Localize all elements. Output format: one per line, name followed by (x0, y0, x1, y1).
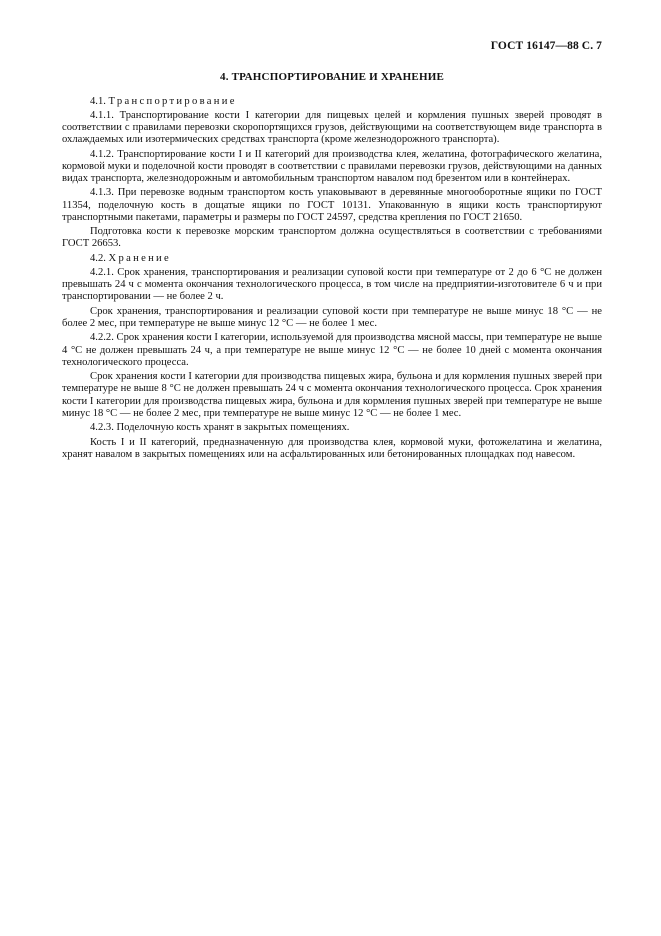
paragraph-4-1-3: 4.1.3. При перевозке водным транспортом кость упаковывают в деревянные многооборотные ящики по ГОСТ 11354, поделочную кость в дощатые ящики по ГОСТ 10131. Упакованную в ящики кость транспортируют транспортными пакетами, параметры и размеры по ГОСТ 24597, средства крепления по ГОСТ 21650. (62, 187, 602, 223)
subsection-title: Хранение (108, 253, 172, 265)
paragraph-4-1-2: 4.1.2. Транспортирование кости I и II категорий для производства клея, желатина, фотографического желатина, кормовой муки и поделочной кости проводят в соответствии с правилами перевозки грузов, действующими на данных видах транспорта, железнодорожным и автомобильным транспортом навалом под брезентом или в контейнерах. (62, 148, 602, 184)
paragraph-4-1-1: 4.1.1. Транспортирование кости I категории для пищевых целей и кормления пушных зверей проводят в соответствии с правилами перевозки скоропортящихся грузов, действующими на соответствующем виде транспорта в охлаждаемых или изотермических средствах транспорта (кроме железнодорожного транспорта). (62, 109, 602, 146)
paragraph-4-2-2: 4.2.2. Срок хранения кости I категории, используемой для производства мясной массы, при температуре не выше 4 °С не должен превышать 24 ч, а при температуре не выше минус 12 °С — не более 10 дней с момента окончания технологического процесса. (62, 332, 602, 368)
paragraph-4-2-1-frozen: Срок хранения, транспортирования и реализации суповой кости при температуре не выше минус 18 °С — не более 2 мес, при температуре не выше минус 12 °С — не более 1 мес. (62, 305, 602, 329)
paragraph-4-2-3: 4.2.3. Поделочную кость хранят в закрытых помещениях. (90, 422, 350, 434)
subsection-number: 4.2. (90, 253, 106, 265)
subsection-heading-storage (62, 253, 602, 265)
document-body (62, 96, 602, 463)
paragraph-4-2-2-storage: Срок хранения кости I категории для производства пищевых жира, бульона и для кормления пушных зверей при температуре не выше 8 °С не должен превышать 24 ч с момента окончания технологического процесса. Срок хранения кости I категории для производства пищевых жира, бульона и для кормления пушных зверей при температуре не выше минус 18 °С — не более 2 мес, при температуре не выше минус 12 °С — не более 1 мес. (62, 371, 602, 419)
paragraph-4-2-1: 4.2.1. Срок хранения, транспортирования и реализации суповой кости при температуре от 2 до 6 °С не должен превышать 24 ч с момента окончания технологического процесса, в том числе на предприятии-изготовителе 6 ч и при транспортировании — не более 2 ч. (62, 266, 602, 303)
section-title: 4. ТРАНСПОРТИРОВАНИЕ И ХРАНЕНИЕ (220, 71, 444, 83)
subsection-title: Транспортирование (108, 96, 237, 107)
page-header: ГОСТ 16147—88 С. 7 (490, 40, 602, 52)
paragraph-sea-transport: Подготовка кости к перевозке морским транспортом должна осуществляться в соответствии с требованиями ГОСТ 26653. (62, 226, 602, 250)
subsection-number: 4.1. (90, 96, 106, 107)
paragraph-4-2-3-bulk: Кость I и II категорий, предназначенную для производства клея, кормовой муки, фотожелатина и желатина, хранят навалом в закрытых помещениях или на асфальтированных или бетонированных площадках под навесом. (62, 436, 602, 460)
subsection-heading-transport (62, 96, 602, 108)
